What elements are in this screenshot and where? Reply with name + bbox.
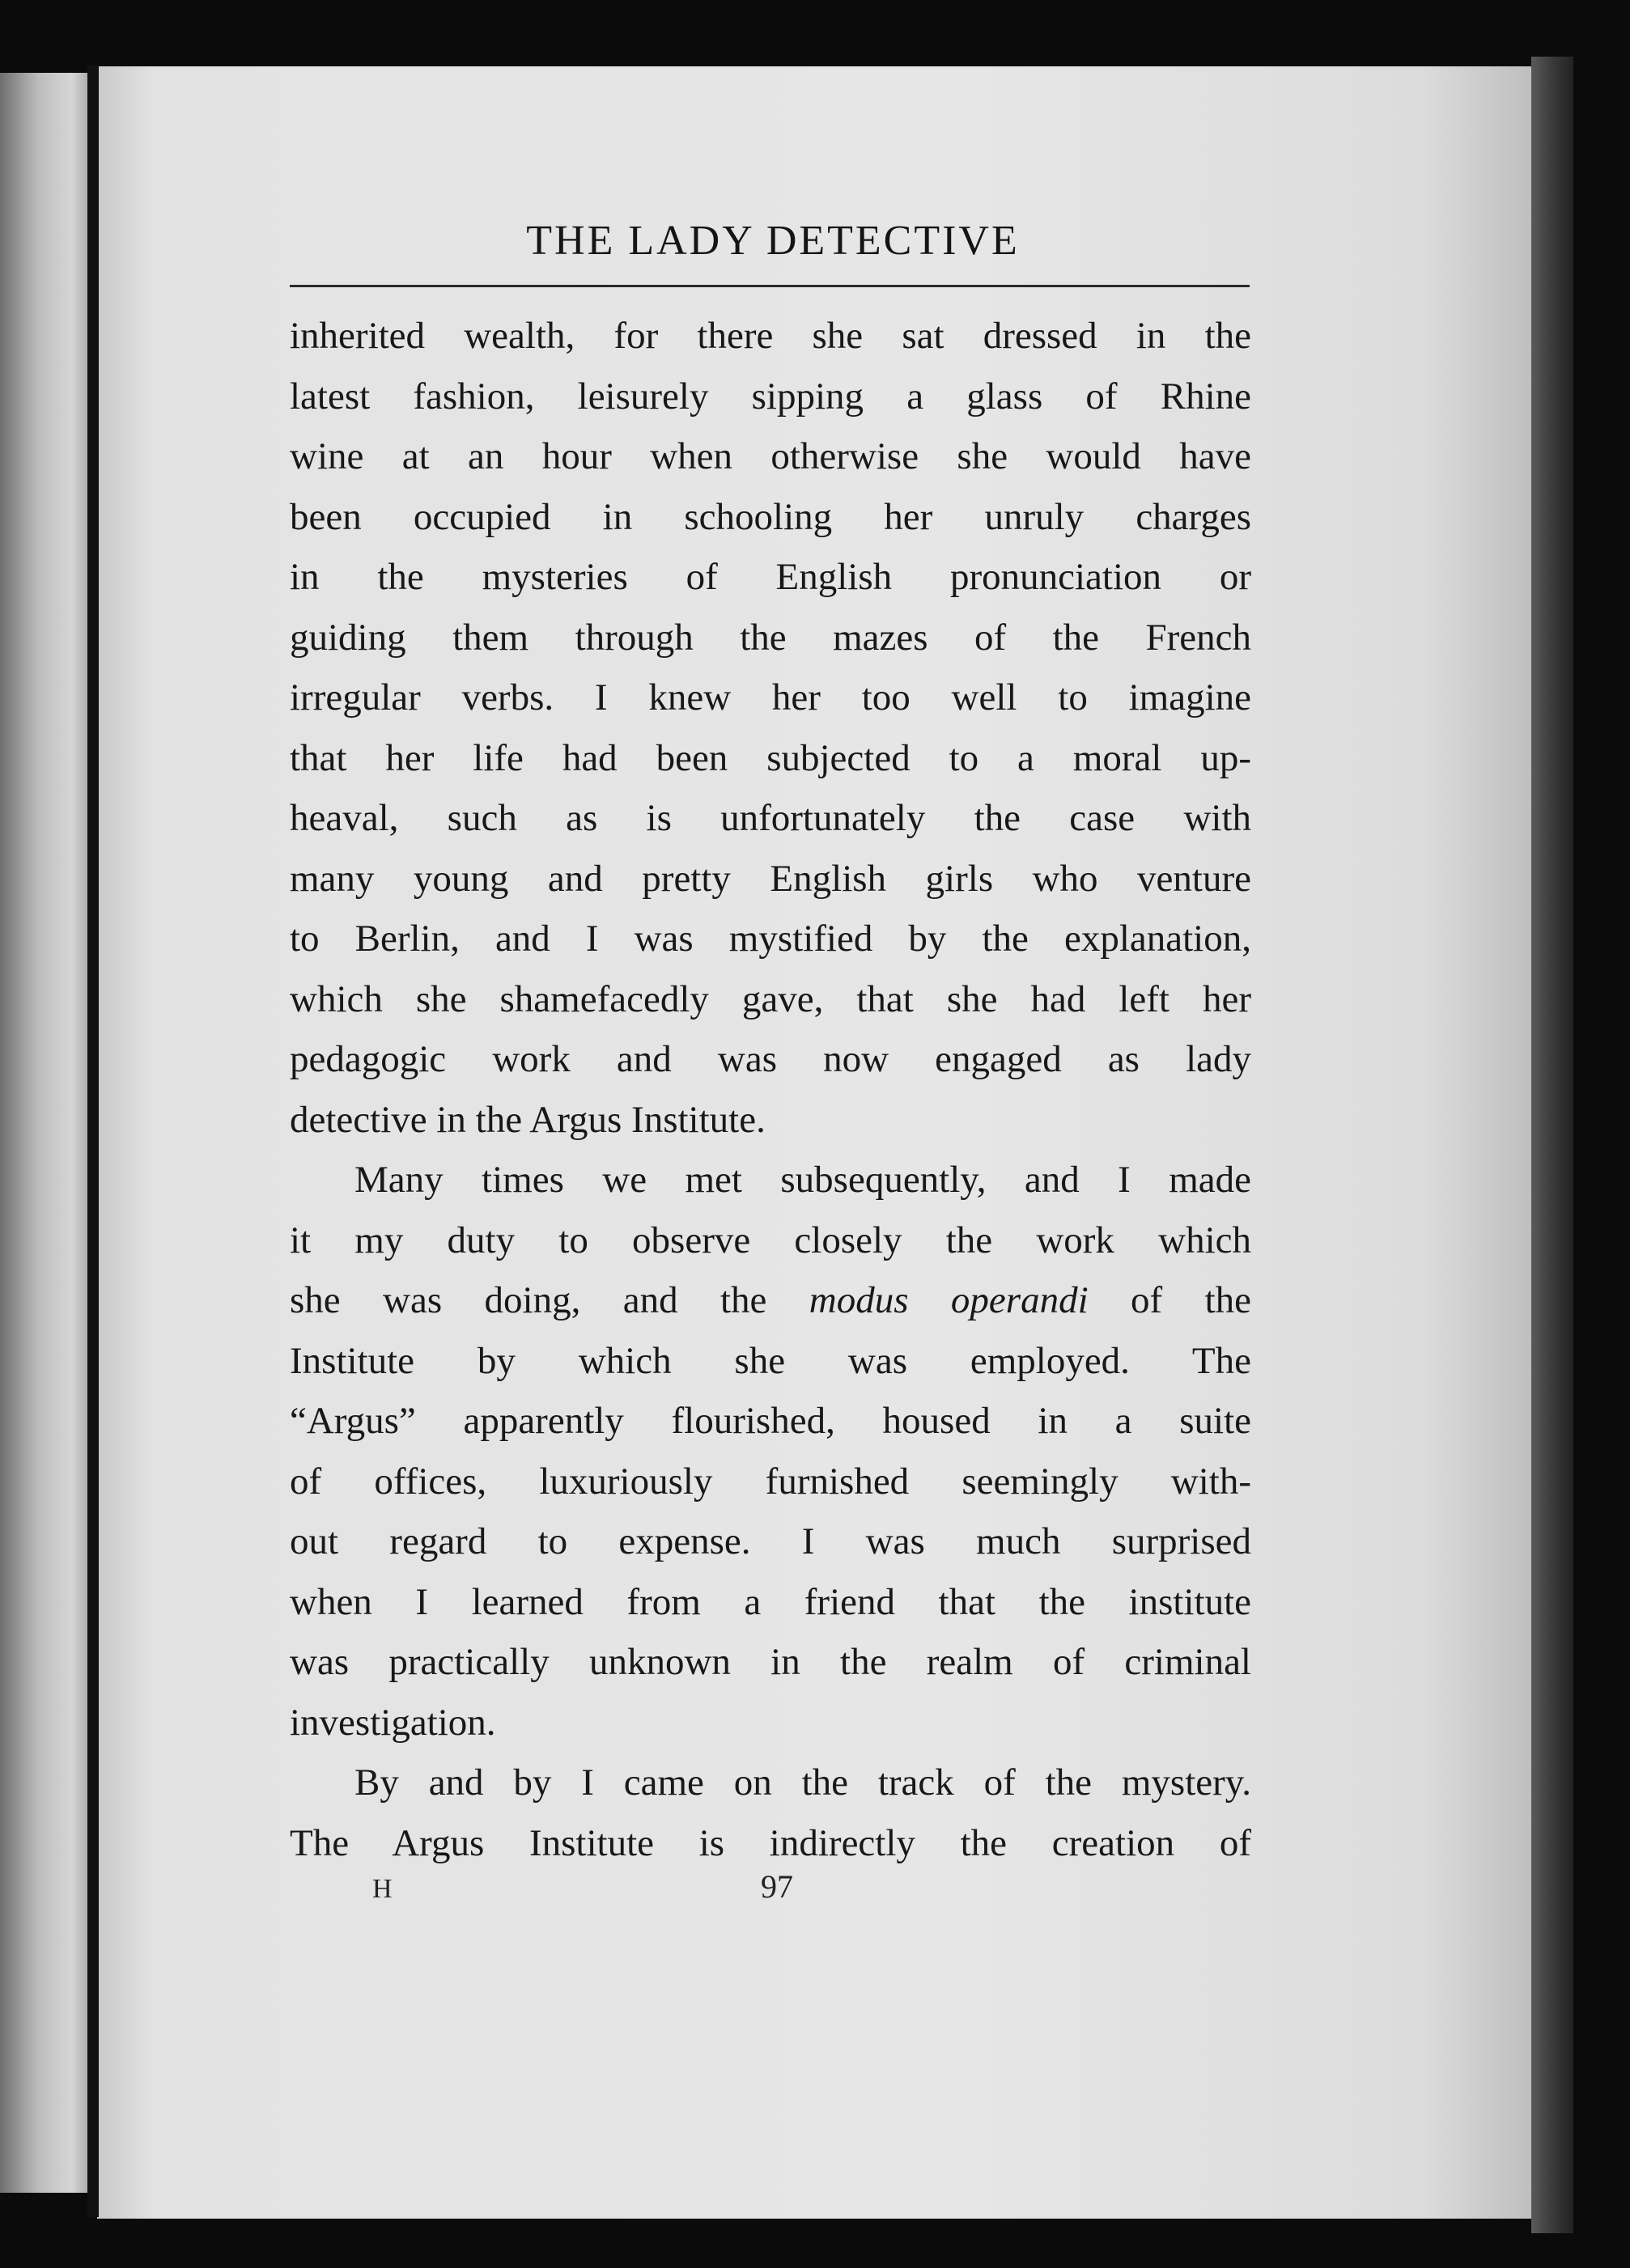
text-line: latest fashion, leisurely sipping a glass of Rhine <box>290 375 1251 418</box>
text-line: it my duty to observe closely the work which <box>290 1219 1251 1261</box>
text-line: to Berlin, and I was mystified by the explanation, <box>290 918 1251 960</box>
text-line: of offices, luxuriously furnished seemingly with- <box>290 1460 1251 1503</box>
text-line: wine at an hour when otherwise she would have <box>290 435 1251 477</box>
text-line: that her life had been subjected to a moral up- <box>290 736 1251 779</box>
text-line: when I learned from a friend that the institute <box>290 1580 1251 1623</box>
text-line: irregular verbs. I knew her too well to imagine <box>290 676 1251 719</box>
text-line: The Argus Institute is indirectly the creation of <box>290 1821 1251 1864</box>
text-line: heaval, such as is unfortunately the case with <box>290 797 1251 839</box>
text-line-with-emphasis <box>290 1270 1251 1331</box>
text-line: pedagogic work and was now engaged as lady <box>290 1038 1251 1080</box>
text-line: detective in the Argus Institute. <box>290 1098 766 1141</box>
text-line: “Argus” apparently flourished, housed in a suite <box>290 1400 1251 1442</box>
page-number: 97 <box>761 1868 793 1905</box>
text-line: investigation. <box>290 1701 496 1744</box>
running-header: THE LADY DETECTIVE <box>526 218 1020 264</box>
text-segment: she was doing, and the <box>290 1279 767 1321</box>
emphasized-phrase: modus operandi <box>809 1279 1089 1321</box>
text-line: Institute by which she was employed. The <box>290 1339 1251 1382</box>
text-line: inherited wealth, for there she sat dressed in the <box>290 315 1251 357</box>
signature-mark: H <box>372 1874 393 1904</box>
text-line: in the mysteries of English pronunciation or <box>290 556 1251 598</box>
text-line: guiding them through the mazes of the French <box>290 616 1251 659</box>
text-line: been occupied in schooling her unruly charges <box>290 495 1251 538</box>
book-cover-edge <box>1531 57 1573 2233</box>
adjacent-page-edge <box>0 73 96 2193</box>
book-gutter <box>87 65 99 2217</box>
text-line: Many times we met subsequently, and I made <box>354 1159 1251 1201</box>
text-segment: of the <box>1131 1279 1251 1321</box>
text-line: out regard to expense. I was much surprised <box>290 1520 1251 1562</box>
text-line: many young and pretty English girls who venture <box>290 857 1251 900</box>
text-line: was practically unknown in the realm of criminal <box>290 1641 1251 1683</box>
text-line: By and by I came on the track of the mystery. <box>354 1761 1251 1804</box>
body-text <box>290 306 1251 1873</box>
header-rule <box>290 285 1250 287</box>
text-line: which she shamefacedly gave, that she had left her <box>290 977 1251 1020</box>
